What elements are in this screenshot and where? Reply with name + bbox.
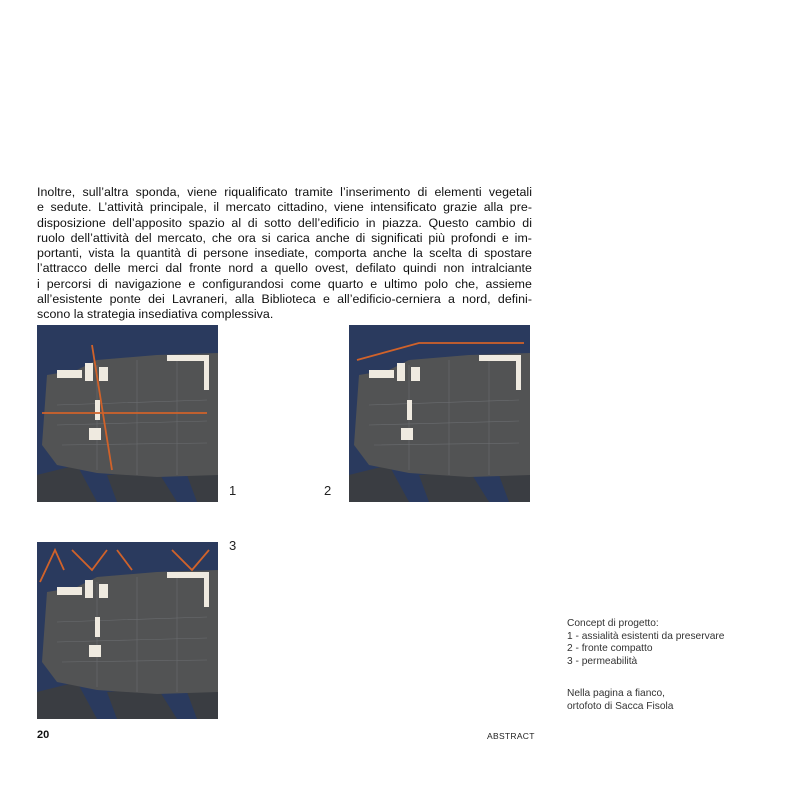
- caption-title: Concept di progetto:: [567, 618, 659, 629]
- body-line: all’esistente ponte dei Lavraneri, alla Biblioteca e all’edificio-cerniera a nord, defini-: [37, 292, 532, 307]
- caption-note: ortofoto di Sacca Fisola: [567, 700, 674, 712]
- body-line: disposizione dell’apposito spazio al di sotto dell’edificio in piazza. Questo cambio di: [37, 215, 532, 230]
- running-head: ABSTRACT: [487, 731, 535, 741]
- body-line: Inoltre, sull’altra sponda, viene riqualificato tramite l’inserimento di elementi vegetali: [37, 185, 532, 199]
- body-line: i percorsi di navigazione e configurandosi come quarto e ultimo polo che, assieme: [37, 276, 532, 291]
- concept-figure-3: [37, 542, 218, 719]
- island-model-1: [37, 325, 218, 502]
- island-model-2: [349, 325, 530, 502]
- island-model-3: [37, 542, 218, 719]
- figure-number-1: 1: [229, 483, 237, 498]
- body-paragraph: [37, 185, 532, 323]
- caption-note: Nella pagina a fianco,: [567, 688, 665, 700]
- figure-number-2: 2: [324, 483, 332, 498]
- body-line: l’attracco delle merci dal fronte nord a quello ovest, defilato quindi non intralciante: [37, 261, 532, 276]
- body-line: portanti, vista la quantità di persone insediate, comporta anche la scelta di spostare: [37, 246, 532, 261]
- body-line: scono la strategia insediativa complessiva.: [37, 307, 274, 322]
- figure-number-3: 3: [229, 538, 237, 553]
- body-line: ruolo dell’attività del mercato, che ora si carica anche di significati più profondi e im-: [37, 230, 532, 245]
- body-line: e sedute. L’attività principale, il mercato cittadino, viene intensificato grazie alla pre-: [37, 200, 532, 215]
- concept-figure-2: [349, 325, 530, 502]
- caption-item: 1 - assialità esistenti da preservare: [567, 630, 725, 642]
- page-number: 20: [37, 729, 50, 741]
- concept-figure-1: [37, 325, 218, 502]
- figure-caption: [567, 618, 724, 714]
- caption-item: 2 - fronte compatto: [567, 643, 653, 655]
- caption-item: 3 - permeabilità: [567, 655, 638, 667]
